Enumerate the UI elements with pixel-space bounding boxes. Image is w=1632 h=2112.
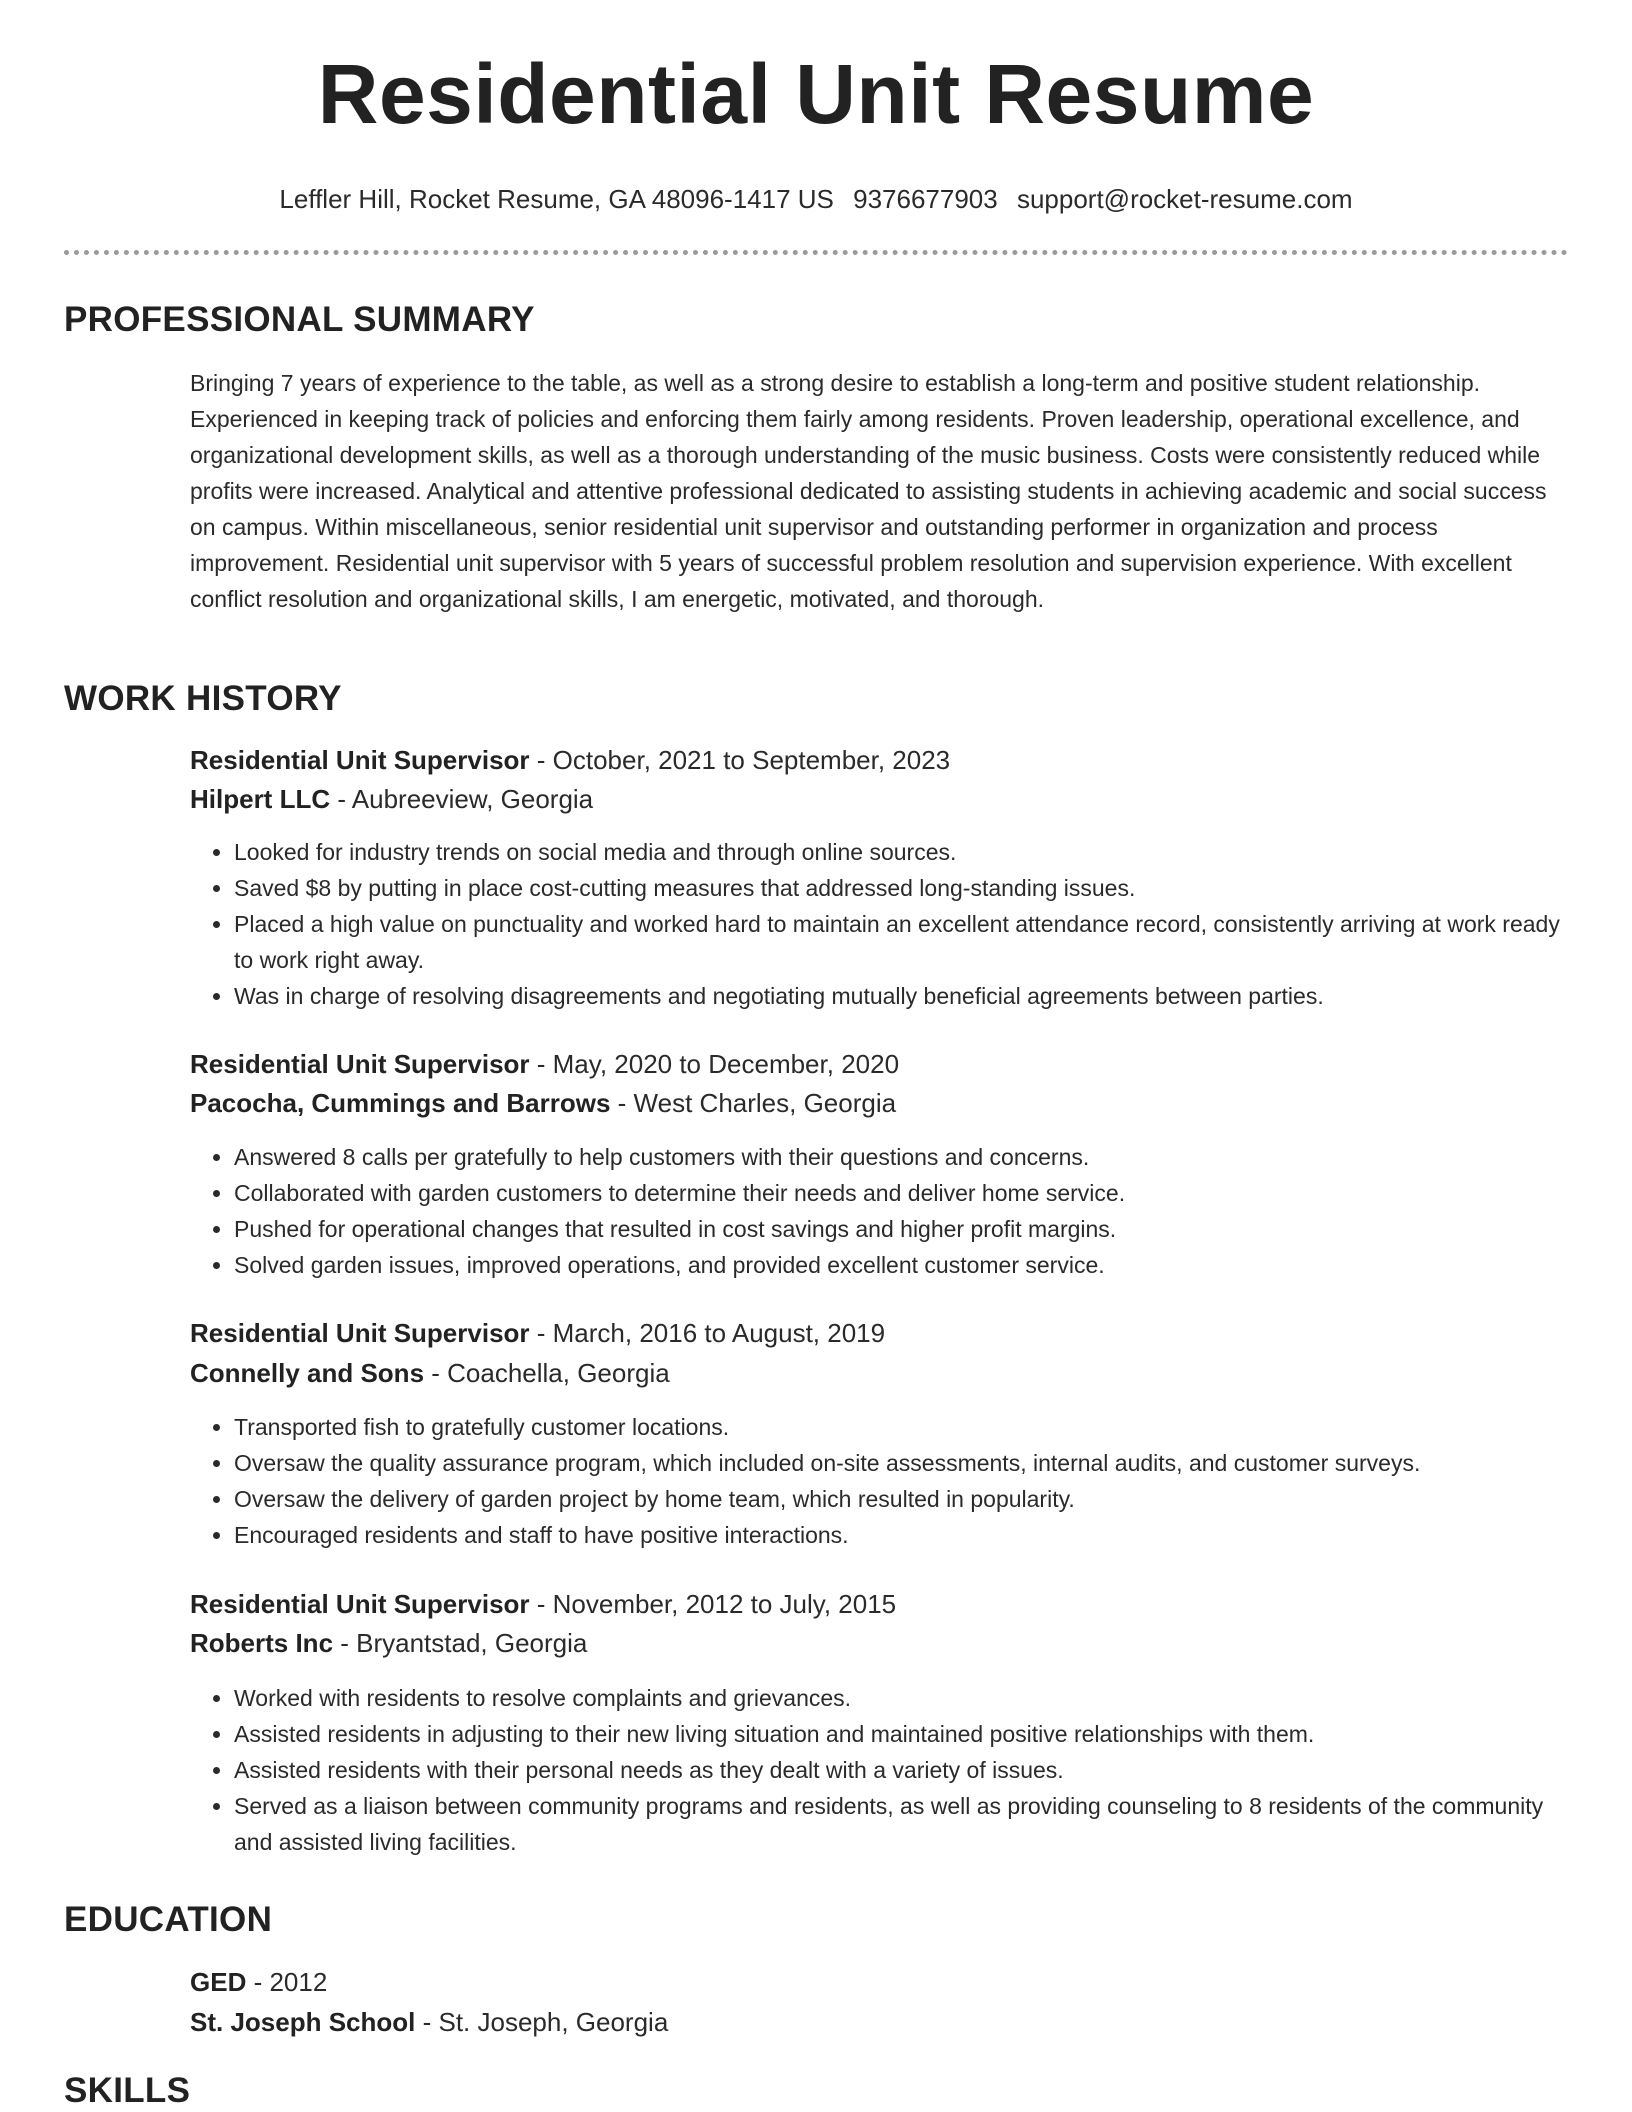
- job-title: Residential Unit Supervisor: [190, 1318, 530, 1348]
- job-title-line: [190, 1317, 885, 1349]
- job-title-line: [190, 1048, 899, 1080]
- header-divider: [64, 250, 1568, 255]
- contact-phone: 9376677903: [853, 184, 998, 214]
- contact-line: [0, 184, 1632, 214]
- skills-heading: SKILLS: [64, 2071, 191, 2110]
- job-title: Residential Unit Supervisor: [190, 1049, 530, 1079]
- job-bullets: [190, 834, 1568, 1014]
- job-dates: - November, 2012 to July, 2015: [529, 1589, 897, 1619]
- summary-text: Bringing 7 years of experience to the table, as well as a strong desire to establish a long-term and positive student relationship. Experienced in keeping track of policies and enforcing them fairly among residents. Proven leadership, operational excellence, and organizational development skills, as well as a thorough understanding of the music business. Costs were consistently reduced while profits were increased. Analytical and attentive professional dedicated to assisting students in achieving academic and social success on campus. Within miscellaneous, senior residential unit supervisor and outstanding performer in organization and process improvement. Residential unit supervisor with 5 years of successful problem resolution and supervision experience. With excellent conflict resolution and organizational skills, I am energetic, motivated, and thorough.: [190, 370, 1547, 612]
- education-year: - 2012: [246, 1967, 328, 1997]
- job-title-line: [190, 1588, 896, 1620]
- job-location: - West Charles, Georgia: [610, 1088, 897, 1118]
- list-item: • Assisted residents in adjusting to their new living situation and maintained positive relationships with them.: [234, 1716, 1568, 1752]
- job-company: Pacocha, Cummings and Barrows: [190, 1088, 611, 1118]
- list-item: • Was in charge of resolving disagreements and negotiating mutually beneficial agreements between parties.: [234, 978, 1568, 1014]
- list-item: • Transported fish to gratefully customer locations.: [234, 1409, 1568, 1445]
- job-location: - Aubreeview, Georgia: [330, 784, 594, 814]
- contact-address: Leffler Hill, Rocket Resume, GA 48096-1417 US: [279, 184, 834, 214]
- job-company-line: [190, 783, 593, 815]
- contact-email: support@rocket-resume.com: [1016, 184, 1353, 214]
- list-item: • Served as a liaison between community programs and residents, as well as providing counseling to 8 residents of the community and assisted living facilities.: [234, 1788, 1568, 1860]
- work-history-heading: WORK HISTORY: [64, 679, 342, 718]
- list-item: • Pushed for operational changes that resulted in cost savings and higher profit margins.: [234, 1211, 1568, 1247]
- job-company: Hilpert LLC: [190, 784, 331, 814]
- education-heading: EDUCATION: [64, 1900, 273, 1939]
- job-bullets: [190, 1139, 1568, 1283]
- job-company-line: [190, 1357, 670, 1389]
- education-degree: GED: [190, 1967, 247, 1997]
- job-location: - Coachella, Georgia: [424, 1358, 670, 1388]
- resume-title: Residential Unit Resume: [317, 47, 1315, 141]
- education-school: St. Joseph School: [190, 2007, 416, 2037]
- list-item: • Answered 8 calls per gratefully to help customers with their questions and concerns.: [234, 1139, 1568, 1175]
- job-bullets: [190, 1680, 1568, 1860]
- job-company-line: [190, 1087, 896, 1119]
- list-item: • Collaborated with garden customers to determine their needs and deliver home service.: [234, 1175, 1568, 1211]
- list-item: • Solved garden issues, improved operations, and provided excellent customer service.: [234, 1247, 1568, 1283]
- job-dates: - October, 2021 to September, 2023: [529, 745, 951, 775]
- list-item: • Placed a high value on punctuality and worked hard to maintain an excellent attendance record, consistently arriving at work ready to work right away.: [234, 906, 1568, 978]
- list-item: • Assisted residents with their personal needs as they dealt with a variety of issues.: [234, 1752, 1568, 1788]
- job-location: - Bryantstad, Georgia: [333, 1628, 588, 1658]
- job-title: Residential Unit Supervisor: [190, 745, 530, 775]
- education-school-line: [190, 2006, 668, 2038]
- job-title: Residential Unit Supervisor: [190, 1589, 530, 1619]
- list-item: • Oversaw the quality assurance program, which included on-site assessments, internal audits, and customer surveys.: [234, 1445, 1568, 1481]
- education-location: - St. Joseph, Georgia: [415, 2007, 669, 2037]
- list-item: • Oversaw the delivery of garden project by home team, which resulted in popularity.: [234, 1481, 1568, 1517]
- job-company: Roberts Inc: [190, 1628, 334, 1658]
- list-item: • Worked with residents to resolve complaints and grievances.: [234, 1680, 1568, 1716]
- job-dates: - March, 2016 to August, 2019: [529, 1318, 886, 1348]
- education-degree-line: [190, 1966, 327, 1998]
- job-title-line: [190, 744, 950, 776]
- summary-heading: PROFESSIONAL SUMMARY: [64, 300, 535, 339]
- job-dates: - May, 2020 to December, 2020: [529, 1049, 900, 1079]
- list-item: • Saved $8 by putting in place cost-cutting measures that addressed long-standing issues.: [234, 870, 1568, 906]
- job-company-line: [190, 1627, 587, 1659]
- list-item: • Encouraged residents and staff to have positive interactions.: [234, 1517, 1568, 1553]
- list-item: • Looked for industry trends on social media and through online sources.: [234, 834, 1568, 870]
- job-bullets: [190, 1409, 1568, 1553]
- job-company: Connelly and Sons: [190, 1358, 425, 1388]
